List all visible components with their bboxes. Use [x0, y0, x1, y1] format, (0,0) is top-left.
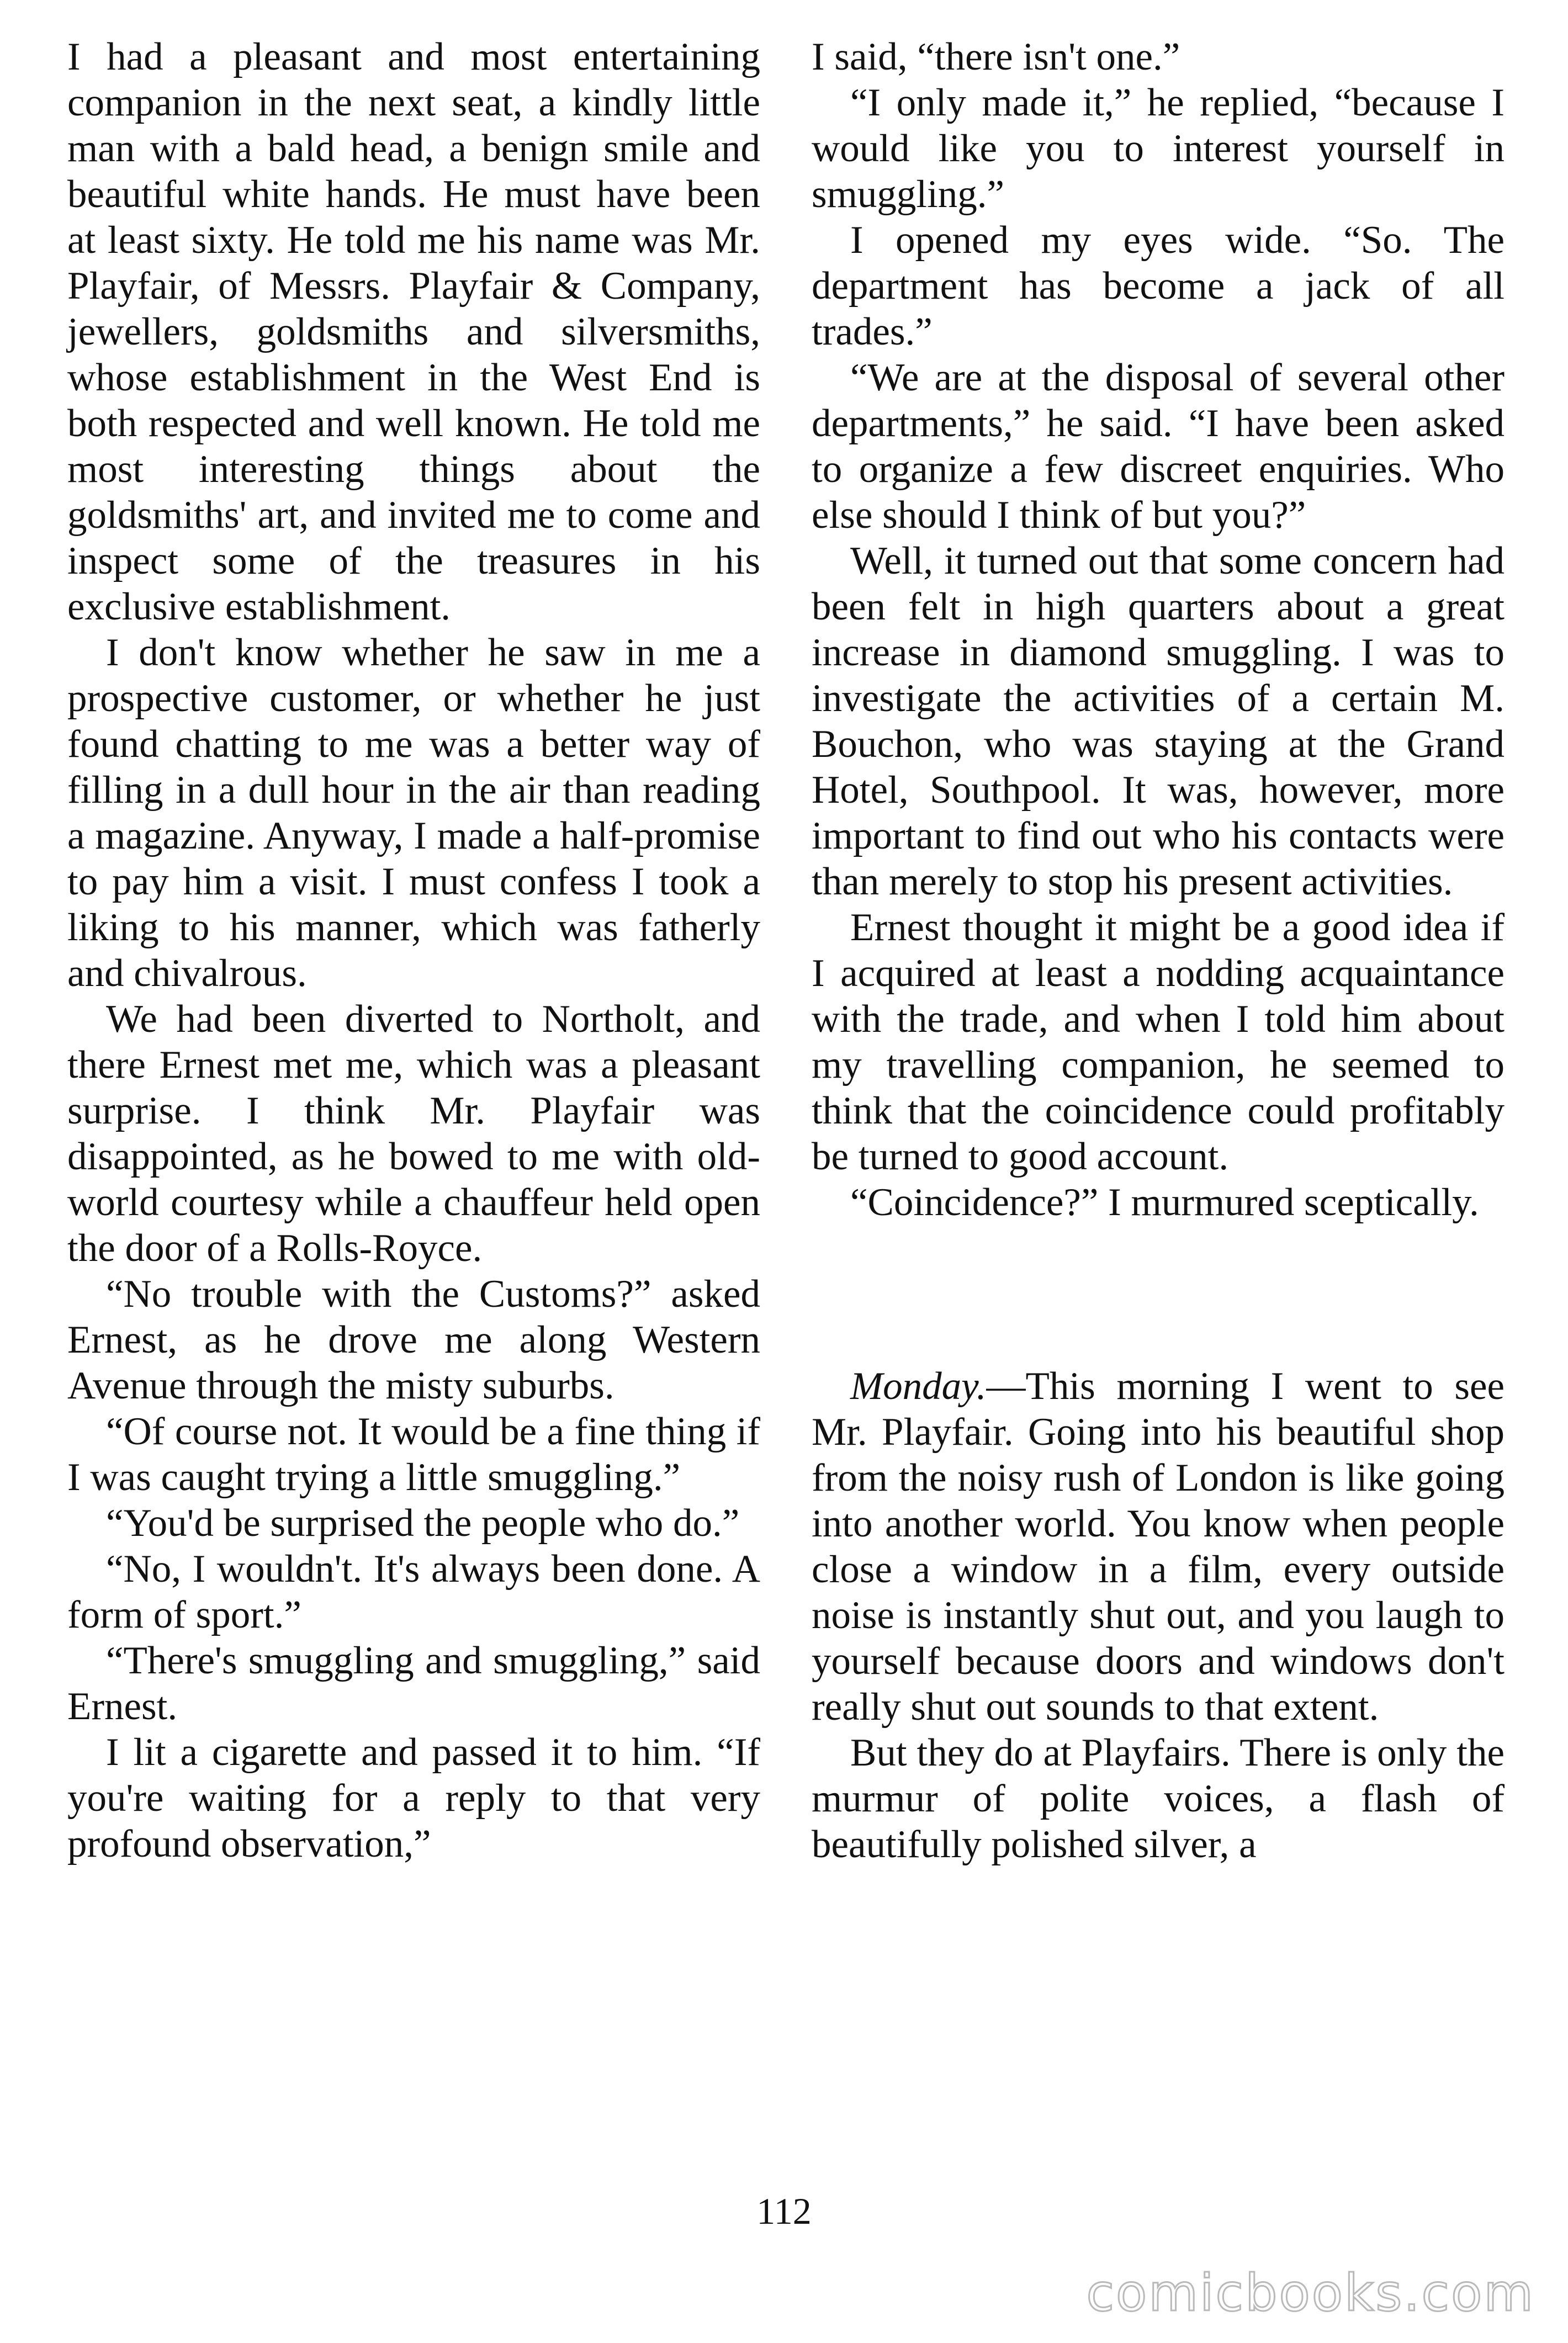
- paragraph: I had a pleasant and most entertaining companion in the next seat, a kindly little man with a bald head, a benign smile and beautiful white hands. He must have been at least sixty. He told me his name was Mr. Playfair, of Messrs. Playfair & Company, jewellers, goldsmiths and silversmiths, whose establishment in the West End is both respected and well known. He told me most interesting things about the goldsmiths' art, and invited me to come and inspect some of the treasures in his exclusive establishment.: [67, 35, 760, 628]
- paragraph: Ernest thought it might be a good idea if I acquired at least a nodding acquaintance with the trade, and when I told him about my travelling companion, he seemed to think that the coincidence could profitably be turned to good account.: [812, 906, 1505, 1178]
- left-column: [67, 34, 760, 1867]
- continued-paragraph: I said, “there isn't one.”: [812, 35, 1180, 78]
- diary-entry: [812, 1364, 1505, 1730]
- watermark: comicbooks.com: [1086, 2264, 1535, 2323]
- paragraph: Well, it turned out that some concern had been felt in high quarters about a great increase in diamond smuggling. I was to investigate the activities of a certain M. Bouchon, who was staying at the Grand Hotel, Southpool. It was, however, more important to find out who his contacts were than merely to stop his present activities.: [812, 539, 1505, 903]
- entry-text: —This morning I went to see Mr. Playfair. Going into his beautiful shop from the noisy rush of London is like going into another world. You know when people close a window in a film, every outside noise is instantly shut out, and you laugh to yourself because doors and windows don't really shut out sounds to that extent.: [812, 1365, 1505, 1729]
- paragraph: I opened my eyes wide. “So. The department has become a jack of all trades.”: [812, 219, 1505, 353]
- paragraph: I don't know whether he saw in me a prospective customer, or whether he just found chatting to me was a better way of filling in a dull hour in the air than reading a magazine. Anyway, I made a half-promise to pay him a visit. I must confess I took a liking to his manner, which was fatherly and chivalrous.: [67, 631, 760, 995]
- entry-heading: Monday.: [850, 1365, 987, 1408]
- page-number: 112: [756, 2190, 812, 2232]
- paragraph: “You'd be surprised the people who do.”: [106, 1502, 740, 1545]
- paragraph: “Of course not. It would be a fine thing if I was caught trying a little smuggling.”: [67, 1410, 760, 1499]
- paragraph: “No trouble with the Customs?” asked Ernest, as he drove me along Western Avenue through the misty suburbs.: [67, 1273, 760, 1407]
- paragraph: We had been diverted to Northolt, and there Ernest met me, which was a pleasant surprise. I think Mr. Playfair was disappointed, as he bowed to me with old-world courtesy while a chauffeur held open the door of a Rolls-Royce.: [67, 998, 760, 1270]
- paragraph: “We are at the disposal of several other departments,” he said. “I have been asked to organize a few discreet enquiries. Who else should I think of but you?”: [812, 356, 1505, 537]
- right-column: [812, 34, 1505, 1868]
- paragraph: But they do at Playfairs. There is only the murmur of polite voices, a flash of beautifully polished silver, a: [812, 1731, 1505, 1866]
- paragraph: I lit a cigarette and passed it to him. “If you're waiting for a reply to that very profound observation,”: [67, 1731, 760, 1865]
- paragraph: “I only made it,” he replied, “because I would like you to interest yourself in smuggling.”: [812, 81, 1505, 216]
- paragraph: “There's smuggling and smuggling,” said Ernest.: [67, 1639, 760, 1728]
- paragraph: “Coincidence?” I murmured sceptically.: [850, 1181, 1479, 1224]
- paragraph: “No, I wouldn't. It's always been done. A form of sport.”: [67, 1547, 760, 1636]
